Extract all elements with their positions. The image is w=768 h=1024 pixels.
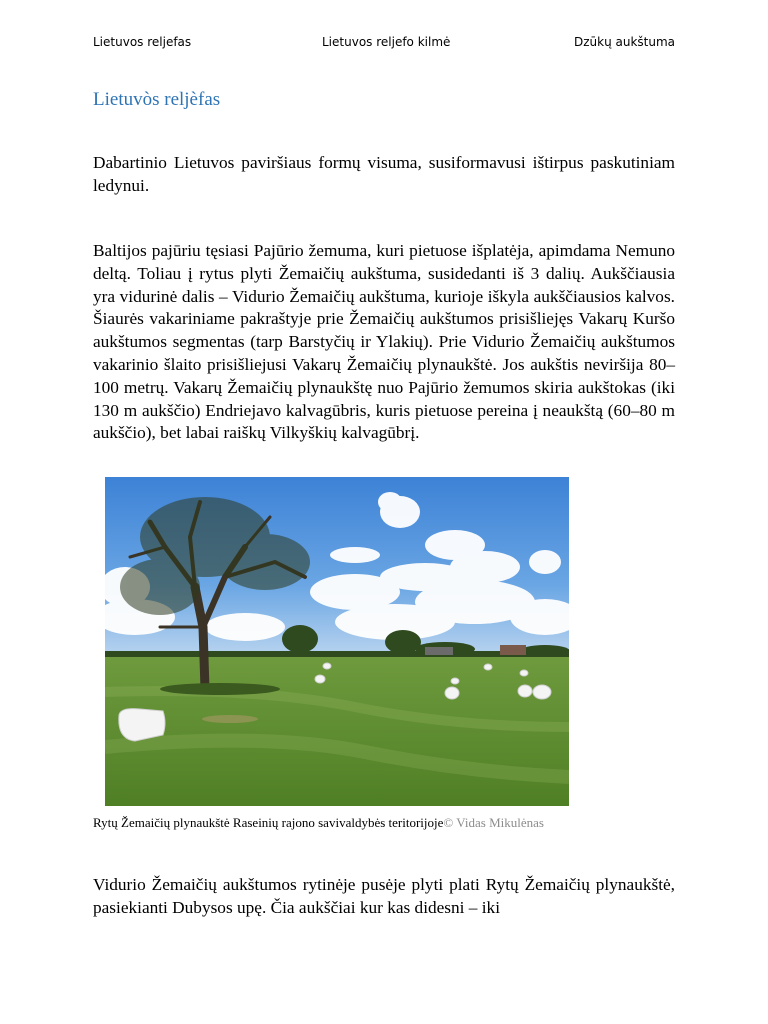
header-right-title: Dzūkų aukštuma	[573, 35, 675, 49]
landscape-photo	[105, 477, 569, 806]
continuation-paragraph: Vidurio Žemaičių aukštumos rytinėje pusėje plyti plati Rytų Žemaičių plynaukštė, pasiekianti Dubysos upę. Čia aukščiai kur kas didesni – iki	[93, 875, 675, 917]
article-title: Lietuvòs reljèfas	[93, 89, 221, 110]
page-header	[93, 35, 675, 51]
intro-paragraph: Dabartinio Lietuvos paviršiaus formų visuma, susiformavusi ištirpus paskutiniam ledynui.	[93, 153, 675, 195]
header-left-title: Lietuvos reljefas	[93, 35, 192, 49]
photo-caption	[93, 815, 544, 831]
header-center-title: Lietuvos reljefo kilmė	[322, 35, 451, 49]
photo-credit: © Vidas Mikulėnas	[443, 815, 544, 830]
body-paragraph: Baltijos pajūriu tęsiasi Pajūrio žemuma, kuri pietuose išplatėja, apimdama Nemuno deltą. Toliau į rytus plyti Žemaičių aukštuma, susidedanti iš 3 dalių. Aukščiausia yra vidurinė dalis – Vidurio Žemaičių aukštuma, kurioje iškyla aukščiausios kalvos. Šiaurės vakariniame pakraštyje prie Žemaičių aukštumos prisišliejęs Vakarų Kuršo aukštumos segmentas (tarp Barstyčių ir Ylakių). Prie Vidurio Žemaičių aukštumos vakarinio šlaito prisišliejusi Vakarų Žemaičių plynaukštė. Jos aukštis neviršija 80–100 metrų. Vakarų Žemaičių plynaukštę nuo Pajūrio žemumos skiria aukštokas (iki 130 m aukščio) Endriejavo kalvagūbris, kuris pietuose pereina į neaukštą (60–80 m aukščio), bet labai raiškų Vilkyškių kalvagūbrį.	[93, 241, 675, 443]
caption-text: Rytų Žemaičių plynaukštė Raseinių rajono savivaldybės teritorijoje	[93, 815, 444, 830]
